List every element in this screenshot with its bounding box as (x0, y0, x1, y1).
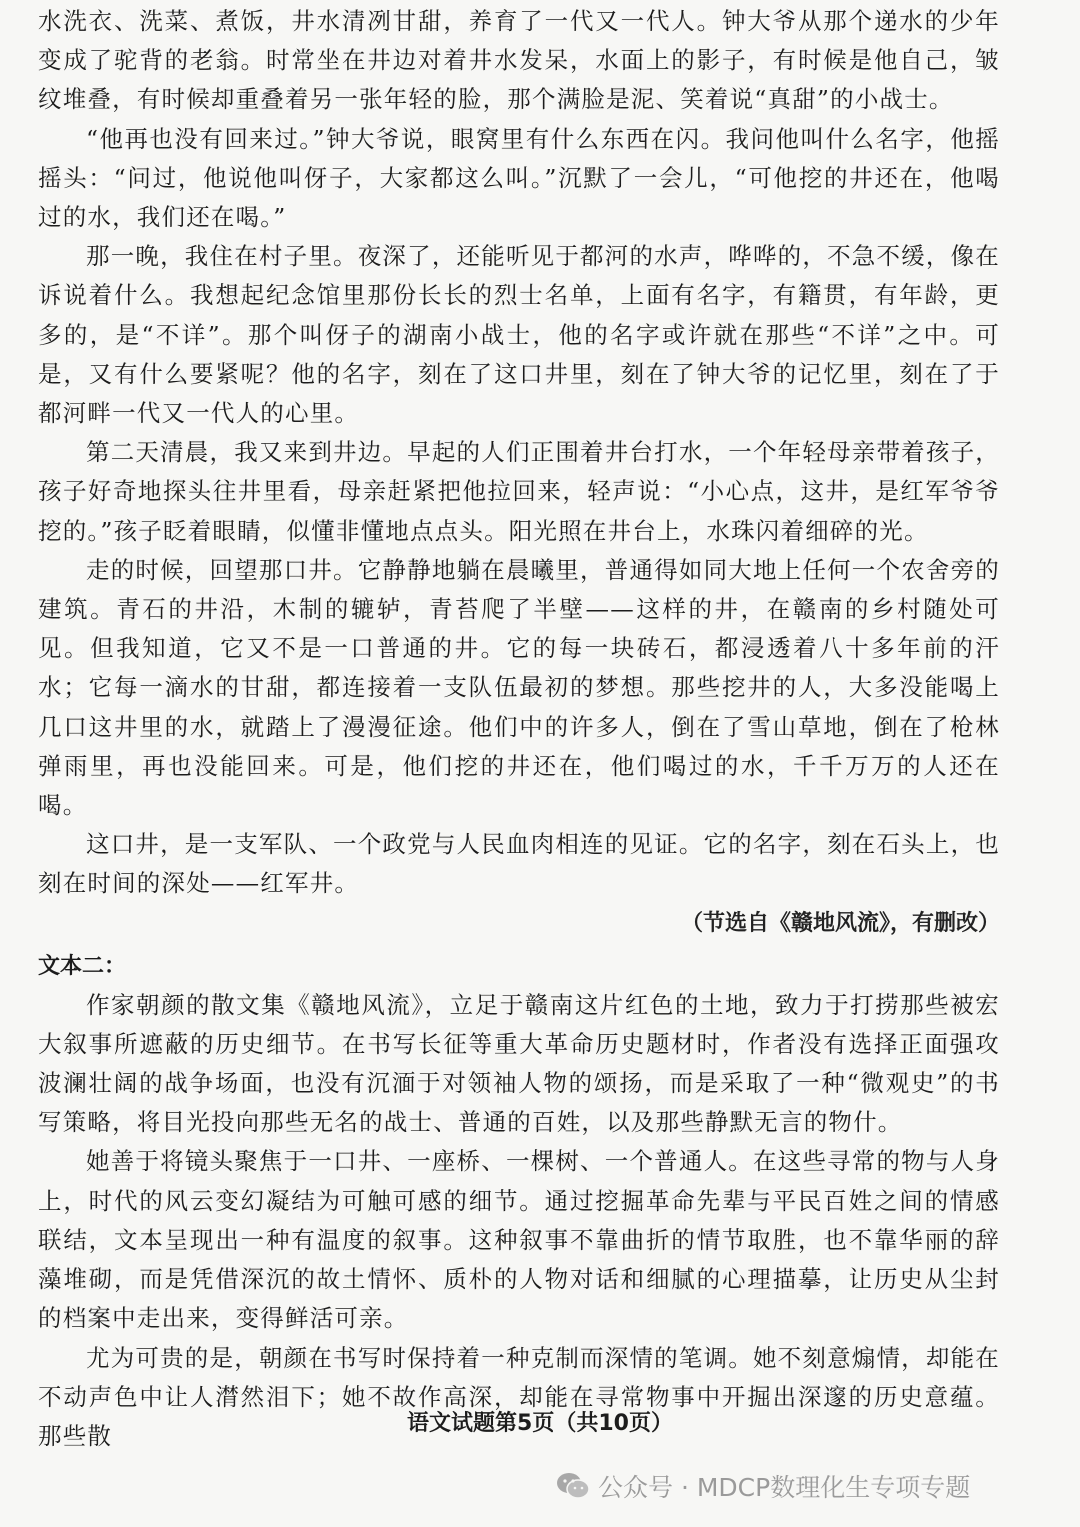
source-note: （节选自《赣地风流》，有删改） (680, 910, 1000, 936)
text-two-heading: 文本二： (38, 953, 127, 979)
paragraph: 第二天清晨，我又来到井边。早起的人们正围着井台打水，一个年轻母亲带着孩子，孩子好奇地探头往井里看，母亲赶紧把他拉回来，轻声说：“小心点，这井，是红军爷爷挖的。”孩子眨着眼睛，似懂非懂地点点头。阳光照在井台上，水珠闪着细碎的光。 (38, 438, 1000, 545)
paragraph: 那一晚，我住在村子里。夜深了，还能听见于都河的水声，哗哗的，不急不缓，像在诉说着什么。我想起纪念馆里那份长长的烈士名单，上面有名字，有籍贯，有年龄，更多的，是“不详”。那个叫伢子的湖南小战士，他的名字或许就在那些“不详”之中。可是，又有什么要紧呢？他的名字，刻在了这口井里，刻在了钟大爷的记忆里，刻在了于都河畔一代又一代人的心里。 (38, 242, 1000, 428)
paragraph: 作家朝颜的散文集《赣地风流》，立足于赣南这片红色的土地，致力于打捞那些被宏大叙事所遮蔽的历史细节。在书写长征等重大革命历史题材时，作者没有选择正面强攻波澜壮阔的战争场面，也没有沉湎于对领袖人物的颂扬，而是采取了一种“微观史”的书写策略，将目光投向那些无名的战士、普通的百姓，以及那些静默无言的物什。 (38, 990, 1000, 1137)
page-footer: 语文试题第5页（共10页） (407, 1411, 673, 1436)
watermark (556, 1466, 970, 1506)
paragraph: 尤为可贵的是，朝颜在书写时保持着一种克制而深情的笔调。她不刻意煽情，却能在不动声色中让人潸然泪下；她不故作高深，却能在寻常物事中开掘出深邃的历史意蕴。那些散 (38, 1343, 1000, 1450)
wechat-icon (556, 1471, 590, 1501)
exam-page (38, 0, 1000, 1527)
paragraph: “他再也没有回来过。”钟大爷说，眼窝里有什么东西在闪。我问他叫什么名字，他摇摇头：“问过，他说他叫伢子，大家都这么叫。”沉默了一会儿，“可他挖的井还在，他喝过的水，我们还在喝。” (38, 124, 1000, 232)
watermark-text: 公众号 · MDCP数理化生专项专题 (598, 1473, 971, 1502)
paragraph-continuation: 水洗衣、洗菜、煮饭，井水清冽甘甜，养育了一代又一代人。钟大爷从那个递水的少年变成了驼背的老翁。时常坐在井边对着井水发呆，水面上的影子，有时候是他自己，皱纹堆叠，有时候却重叠着另一张年轻的脸，那个满脸是泥、笑着说“真甜”的小战士。 (38, 7, 1000, 114)
paragraph: 走的时候，回望那口井。它静静地躺在晨曦里，普通得如同大地上任何一个农舍旁的建筑。青石的井沿，木制的辘轳，青苔爬了半壁——这样的井，在赣南的乡村随处可见。但我知道，它又不是一口普通的井。它的每一块砖石，都浸透着八十多年前的汗水；它每一滴水的甘甜，都连接着一支队伍最初的梦想。那些挖井的人，大多没能喝上几口这井里的水，就踏上了漫漫征途。他们中的许多人，倒在了雪山草地，倒在了枪林弹雨里，再也没能回来。可是，他们挖的井还在，他们喝过的水，千千万万的人还在喝。 (38, 555, 1000, 820)
paragraph: 这口井，是一支军队、一个政党与人民血肉相连的见证。它的名字，刻在石头上，也刻在时间的深处——红军井。 (38, 830, 1000, 898)
paragraph: 她善于将镜头聚焦于一口井、一座桥、一棵树、一个普通人。在这些寻常的物与人身上，时代的风云变幻凝结为可触可感的细节。通过挖掘革命先辈与平民百姓之间的情感联结，文本呈现出一种有温度的叙事。这种叙事不靠曲折的情节取胜，也不靠华丽的辞藻堆砌，而是凭借深沉的故土情怀、质朴的人物对话和细腻的心理描摹，让历史从尘封的档案中走出来，变得鲜活可亲。 (38, 1147, 1000, 1333)
